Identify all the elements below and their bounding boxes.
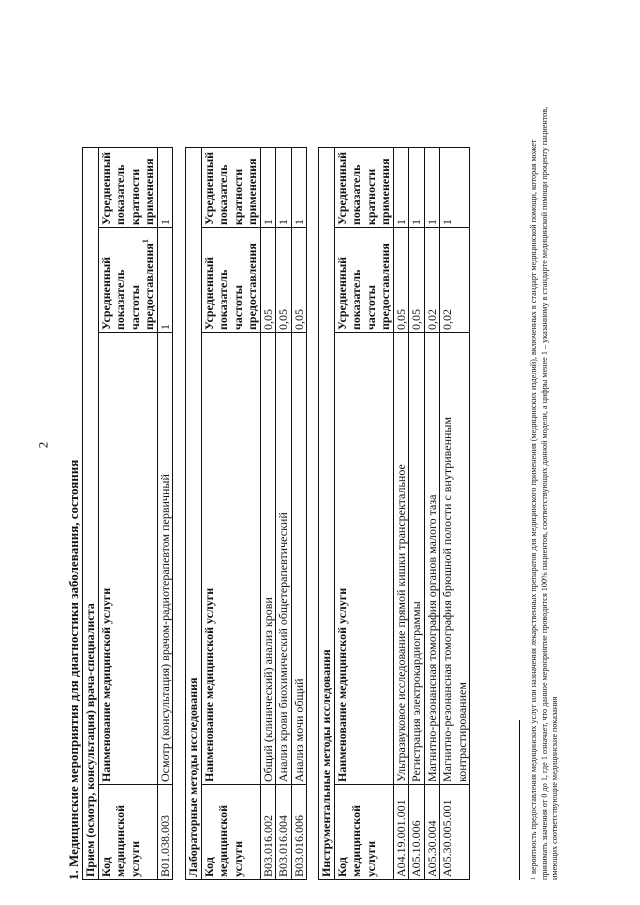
service-name: Анализ крови биохимический общетерапевтический <box>276 333 292 785</box>
header-name: Наименование медицинской услуги <box>201 333 260 785</box>
service-frequency: 0,05 <box>276 228 292 333</box>
footnote-text: вероятность предоставления медицинских услуг или назначения лекарственных препаратов для медицинского применения (медицинских изделий), включенных в стандарт медицинской помощи, которая может принимать значения от 0 до 1, где 1 означает, что данное мероприятие проводится 100% пациентов, соответствующих данной модели, а цифры менее 1 – указанному в стандарте медицинской помощи проценту пациентов, имеющих соответствующие медицинские показания <box>529 106 559 880</box>
service-name: Регистрация электрокардиограммы <box>409 333 425 785</box>
service-frequency: 0,02 <box>424 228 440 333</box>
header-name: Наименование медицинской услуги <box>98 333 157 785</box>
service-code: A05.30.004 <box>424 785 440 880</box>
header-multiplicity: Усредненный показатель кратности применения <box>334 148 393 228</box>
footnote-mark: 1 <box>531 877 537 880</box>
header-code: Код медицинской услуги <box>98 785 157 880</box>
header-frequency: Усредненный показатель частоты предоставления <box>334 228 393 333</box>
table-row <box>157 148 173 880</box>
service-name: Магнитно-резонансная томография органов малого таза <box>424 333 440 785</box>
service-name: Анализ мочи общий <box>291 333 307 785</box>
service-code: A04.19.001.001 <box>393 785 409 880</box>
header-frequency <box>98 228 157 333</box>
section-heading: 1. Медицинские мероприятия для диагностики заболевания, состояния <box>66 459 81 880</box>
table-section-title: Инструментальные методы исследования <box>319 148 335 880</box>
footnote-divider <box>519 720 520 880</box>
table-laboratory <box>185 147 307 880</box>
service-multiplicity: 1 <box>260 148 276 228</box>
service-code: B03.016.006 <box>291 785 307 880</box>
table-row <box>260 148 276 880</box>
service-multiplicity: 1 <box>276 148 292 228</box>
header-multiplicity: Усредненный показатель кратности применения <box>98 148 157 228</box>
service-frequency: 0,02 <box>440 228 470 333</box>
service-code: B01.038.003 <box>157 785 173 880</box>
header-name: Наименование медицинской услуги <box>334 333 393 785</box>
service-frequency: 1 <box>157 228 173 333</box>
service-code: B03.016.002 <box>260 785 276 880</box>
service-name: Магнитно-резонансная томография брюшной полости с внутривенным контрастированием <box>440 333 470 785</box>
table-row <box>276 148 292 880</box>
service-frequency: 0,05 <box>291 228 307 333</box>
service-multiplicity: 1 <box>393 148 409 228</box>
service-name: Осмотр (консультация) врачом-радиотерапевтом первичный <box>157 333 173 785</box>
table-section-title: Прием (осмотр, консультация) врача-специалиста <box>83 148 99 880</box>
header-code: Код медицинской услуги <box>334 785 393 880</box>
service-name: Общий (клинический) анализ крови <box>260 333 276 785</box>
page-number: 2 <box>35 441 51 449</box>
service-frequency: 0,05 <box>393 228 409 333</box>
footnote <box>529 105 561 880</box>
table-row <box>291 148 307 880</box>
table-instrumental <box>318 147 470 880</box>
service-frequency: 0,05 <box>409 228 425 333</box>
service-code: A05.30.005.001 <box>440 785 470 880</box>
table-row <box>440 148 470 880</box>
table-section-title: Лабораторные методы исследования <box>186 148 202 880</box>
table-consultation <box>82 147 173 880</box>
rotated-page-content <box>67 35 607 880</box>
table-row <box>393 148 409 880</box>
table-row <box>424 148 440 880</box>
service-frequency: 0,05 <box>260 228 276 333</box>
header-frequency: Усредненный показатель частоты предоставления <box>201 228 260 333</box>
service-multiplicity: 1 <box>424 148 440 228</box>
header-frequency-text: Усредненный показатель частоты предоставления <box>98 243 156 330</box>
service-name: Ультразвуковое исследование прямой кишки трансректальное <box>393 333 409 785</box>
table-row <box>409 148 425 880</box>
service-multiplicity: 1 <box>440 148 470 228</box>
footnote-reference: 1 <box>141 239 150 244</box>
service-code: B03.016.004 <box>276 785 292 880</box>
service-multiplicity: 1 <box>157 148 173 228</box>
service-multiplicity: 1 <box>409 148 425 228</box>
header-multiplicity: Усредненный показатель кратности применения <box>201 148 260 228</box>
service-multiplicity: 1 <box>291 148 307 228</box>
service-code: A05.10.006 <box>409 785 425 880</box>
header-code: Код медицинской услуги <box>201 785 260 880</box>
